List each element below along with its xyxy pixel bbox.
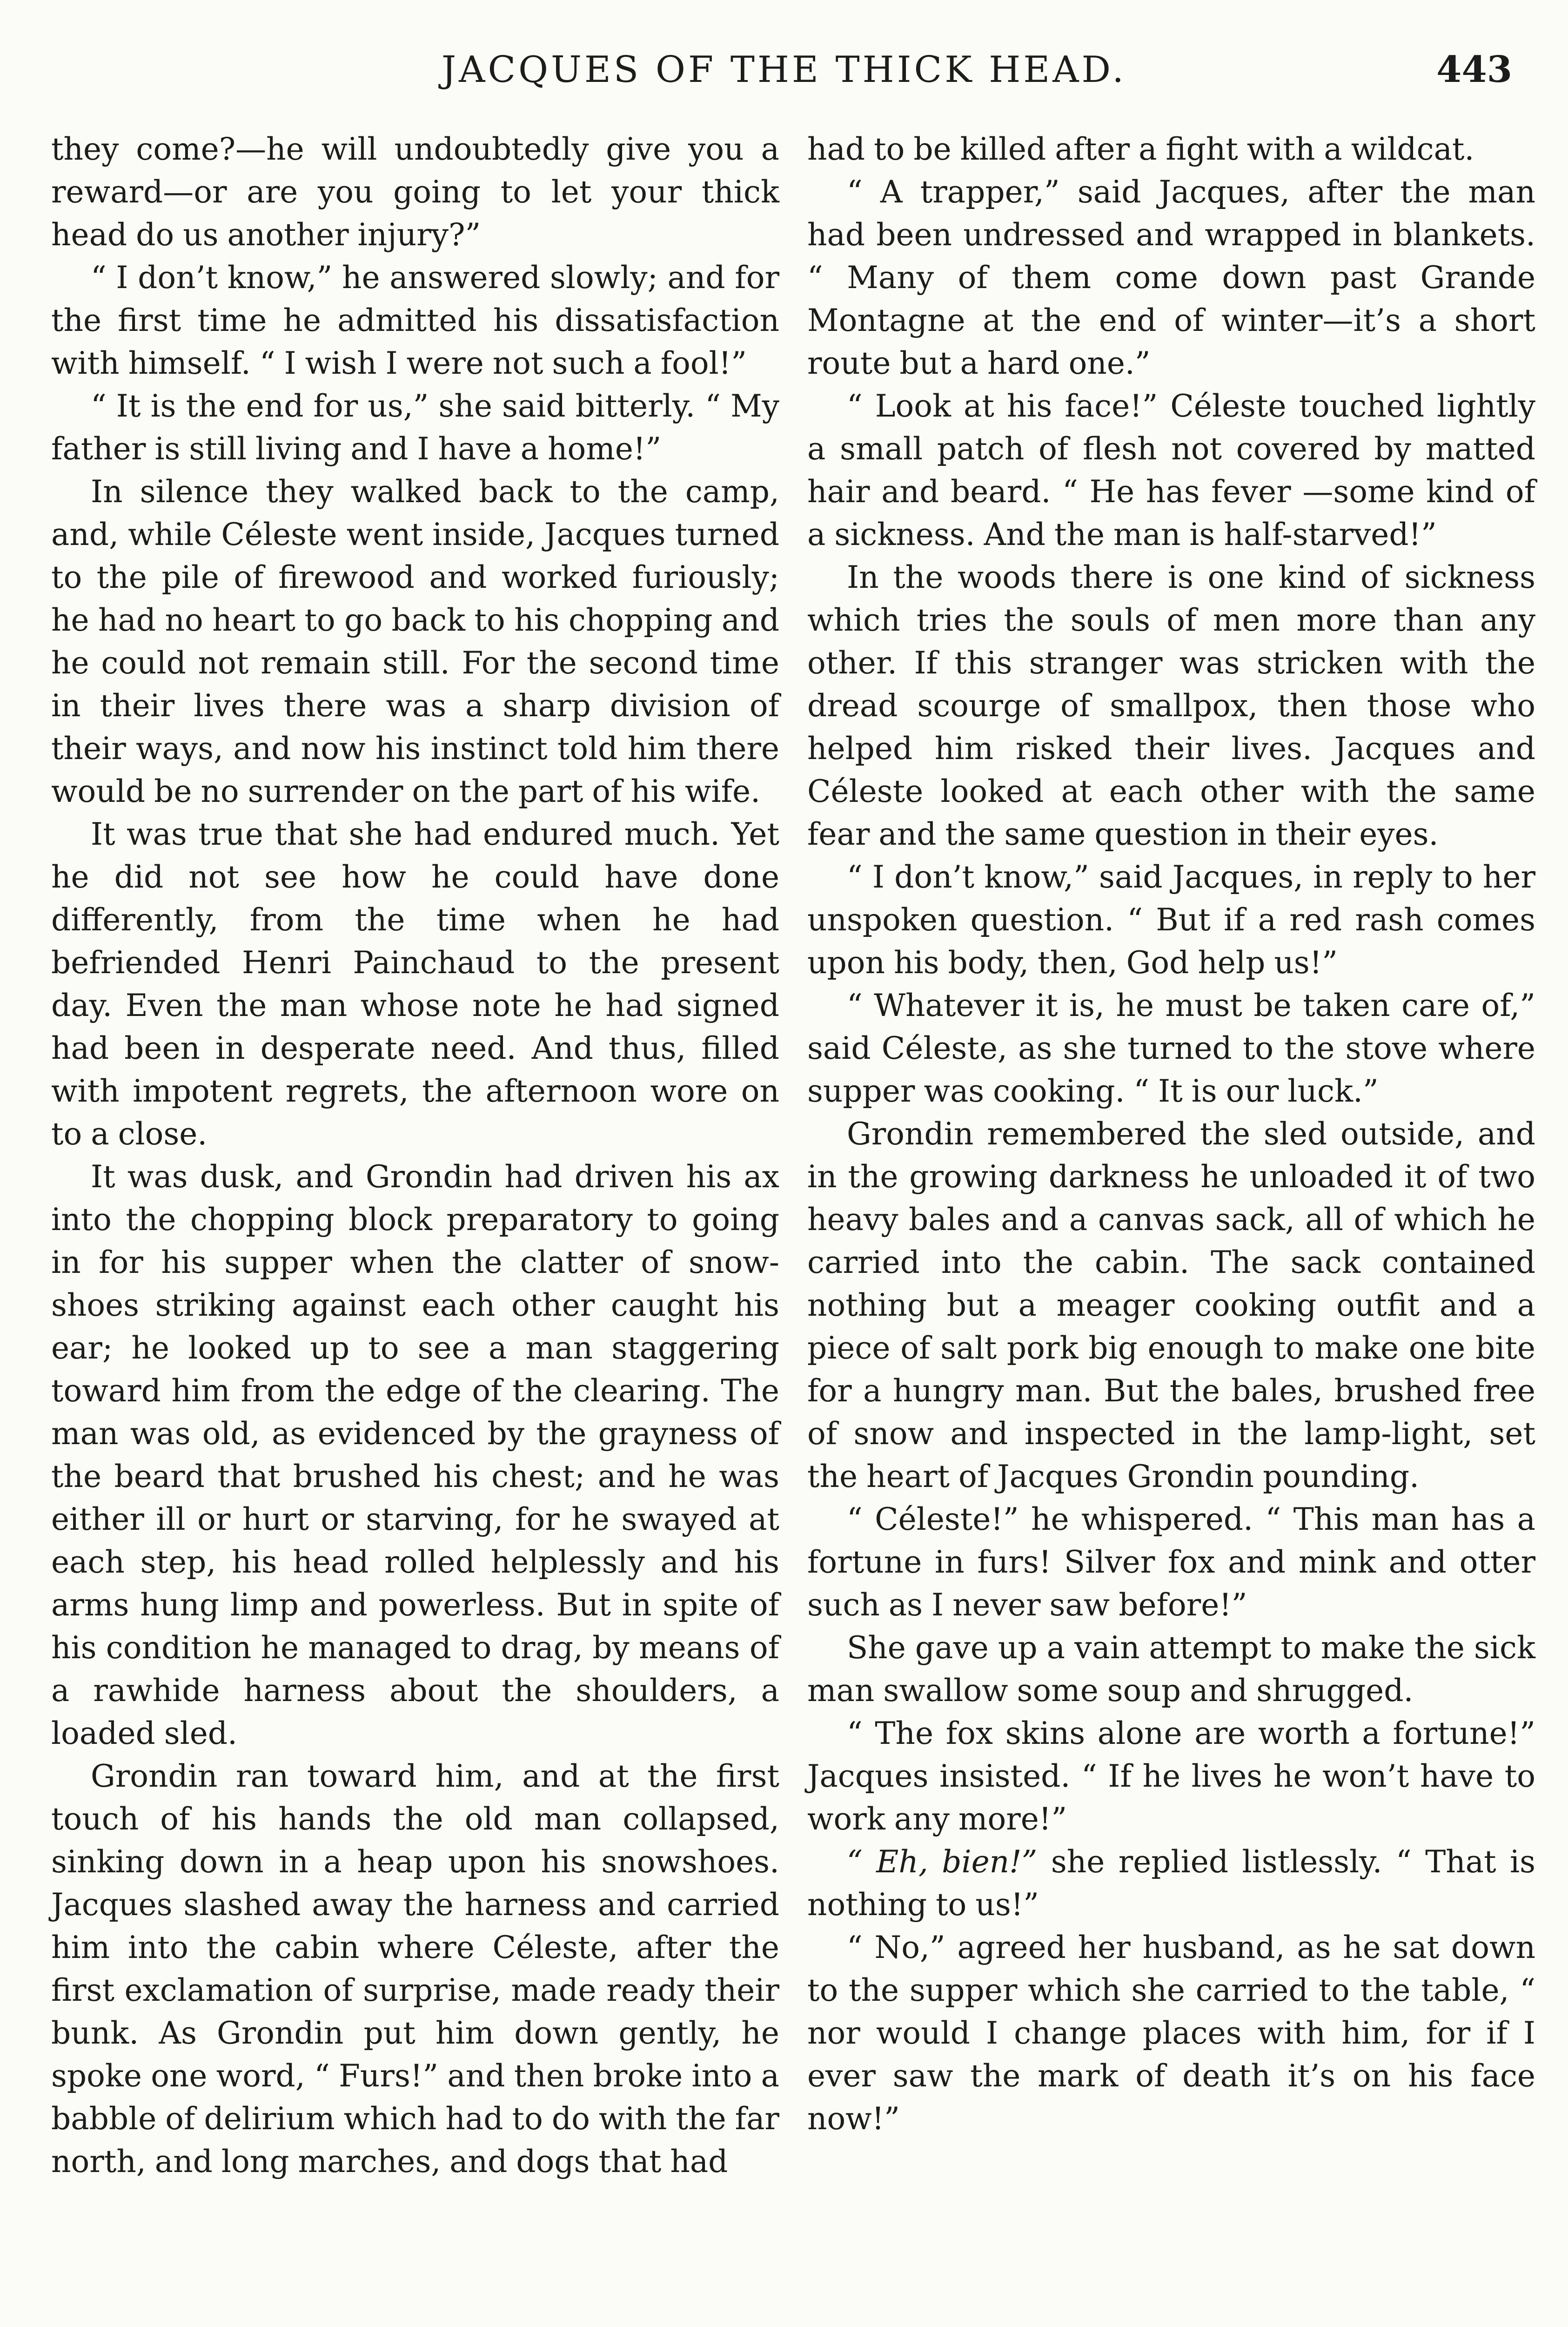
left-column [51,128,779,2183]
paragraph-text: “ I don’t know,” he answered slowly; and for the first time he admitted his dissatisfaction with himself. “ I wish I were not such a fool!” [51,260,779,381]
paragraph [807,556,1535,856]
paragraph-text: Grondin remembered the sled outside, and in the growing darkness he unloaded it of two heavy bales and a canvas sack, all of which he carried into the cabin. The sack contained nothing but a meager cooking outfit and a piece of salt pork big enough to make one bite for a hungry man. But the bales, brushed free of snow and inspected in the lamp-light, set the heart of Jacques Grondin pounding. [807,1116,1535,1494]
right-column [807,128,1535,2140]
paragraph-text: In silence they walked back to the camp, and, while Céleste went inside, Jacques turned to the pile of firewood and worked furiously; he had no heart to go back to his chopping and he could not remain still. For the second time in their lives there was a sharp division of their ways, and now his instinct told him there would be no surrender on the part of his wife. [51,474,779,809]
paragraph-text: Grondin ran toward him, and at the first touch of his hands the old man collapsed, sinking down in a heap upon his snowshoes. Jacques slashed away the harness and carried him into the cabin where Céleste, after the first exclamation of surprise, made ready their bunk. As Grondin put him down gently, he spoke one word, “ Furs!” and then broke into a babble of delirium which had to do with the far north, and long marches, and dogs that had [51,1758,779,2179]
paragraph [807,984,1535,1113]
paragraph [51,813,779,1156]
emphasis-text: “ Eh, bien!” [847,1844,1038,1880]
paragraph [807,1113,1535,1498]
paragraph [51,1156,779,1755]
paragraph [51,1755,779,2183]
paragraph [51,471,779,813]
paragraph-text: they come?—he will undoubtedly give you a reward—or are you going to let your thick head do us another injury?” [51,131,779,253]
paragraph-text: “ Céleste!” he whispered. “ This man has a fortune in furs! Silver fox and mink and otter such as I never saw before!” [807,1501,1535,1623]
paragraph-text: “ Whatever it is, he must be taken care of,” said Céleste, as she turned to the stove where supper was cooking. “ It is our luck.” [807,988,1535,1109]
paragraph-text: It was dusk, and Grondin had driven his ax into the chopping block preparatory to going in for his supper when the clatter of snow-shoes striking against each other caught his ear; he looked up to see a man staggering toward him from the edge of the clearing. The man was old, as evidenced by the grayness of the beard that brushed his chest; and he was either ill or hurt or starving, for he swayed at each step, his head rolled helplessly and his arms hung limp and powerless. But in spite of his condition he managed to drag, by means of a rawhide harness about the shoulders, a loaded sled. [51,1159,779,1751]
paragraph [807,1627,1535,1712]
paragraph [807,171,1535,385]
paragraph [807,1926,1535,2140]
paragraph [51,256,779,385]
paragraph-text: “ No,” agreed her husband, as he sat down to the supper which she carried to the table, “ nor would I change places with him, for if I ever saw the mark of death it’s on his face now!” [807,1930,1535,2137]
paragraph [807,385,1535,556]
paragraph [807,128,1535,171]
paragraph-text: She gave up a vain attempt to make the sick man swallow some soup and shrugged. [807,1630,1535,1708]
paragraph [807,856,1535,984]
paragraph-text: “ The fox skins alone are worth a fortune!” Jacques insisted. “ If he lives he won’t have to work any more!” [807,1715,1535,1837]
paragraph [51,128,779,256]
paragraph-text: she replied listlessly. “ That is nothing to us!” [807,1844,1535,1923]
running-header [56,44,1512,95]
paragraph-text: In the woods there is one kind of sickness which tries the souls of men more than any other. If this stranger was stricken with the dread scourge of smallpox, then those who helped him risked their lives. Jacques and Céleste looked at each other with the same fear and the same question in their eyes. [807,559,1535,852]
paragraph-text: “ A trapper,” said Jacques, after the man had been undressed and wrapped in blankets. “ Many of them come down past Grande Montagne at the end of winter—it’s a short route but a hard one.” [807,174,1535,381]
paragraph-text: “ It is the end for us,” she said bitterly. “ My father is still living and I have a home!” [51,388,779,467]
paragraph [807,1712,1535,1841]
paragraph [807,1498,1535,1627]
paragraph-text: “ I don’t know,” said Jacques, in reply to her unspoken question. “ But if a red rash comes upon his body, then, God help us!” [807,859,1535,981]
paragraph [807,1841,1535,1926]
page-number: 443 [1436,48,1512,91]
paragraph-text: It was true that she had endured much. Yet he did not see how he could have done differently, from the time when he had befriended Henri Painchaud to the present day. Even the man whose note he had signed had been in desperate need. And thus, filled with impotent regrets, the afternoon wore on to a close. [51,816,779,1152]
paragraph-text: “ Look at his face!” Céleste touched lightly a small patch of flesh not covered by matted hair and beard. “ He has fever —some kind of a sickness. And the man is half-starved!” [807,388,1535,552]
paragraph [51,385,779,471]
paragraph-text: had to be killed after a fight with a wildcat. [807,131,1474,167]
running-title: JACQUES OF THE THICK HEAD. [441,49,1127,91]
